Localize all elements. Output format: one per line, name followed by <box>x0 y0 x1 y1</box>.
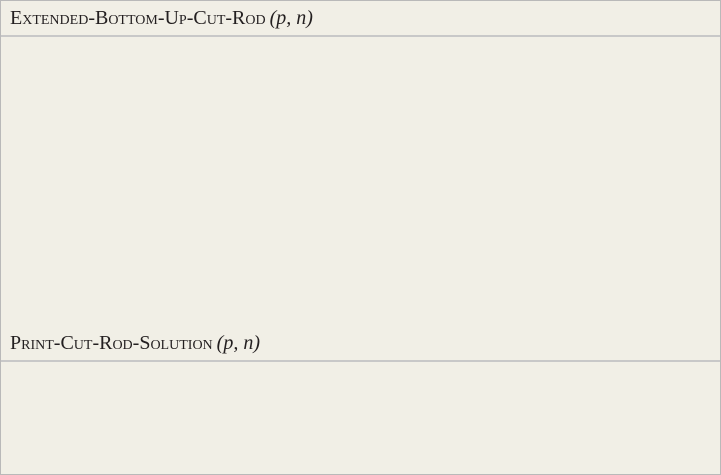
procedure-name: Print-Cut-Rod-Solution <box>10 332 213 354</box>
procedure-print-cut-rod-solution <box>1 326 720 362</box>
procedure-title <box>1 1 720 35</box>
procedure-title <box>1 326 720 360</box>
code-block <box>1 360 720 362</box>
procedure-extended-bottom-up-cut-rod <box>1 1 720 37</box>
procedure-args: (p, n) <box>216 332 260 354</box>
procedure-name: Extended-Bottom-Up-Cut-Rod <box>10 7 266 29</box>
procedure-args: (p, n) <box>269 7 313 29</box>
code-block <box>1 35 720 37</box>
